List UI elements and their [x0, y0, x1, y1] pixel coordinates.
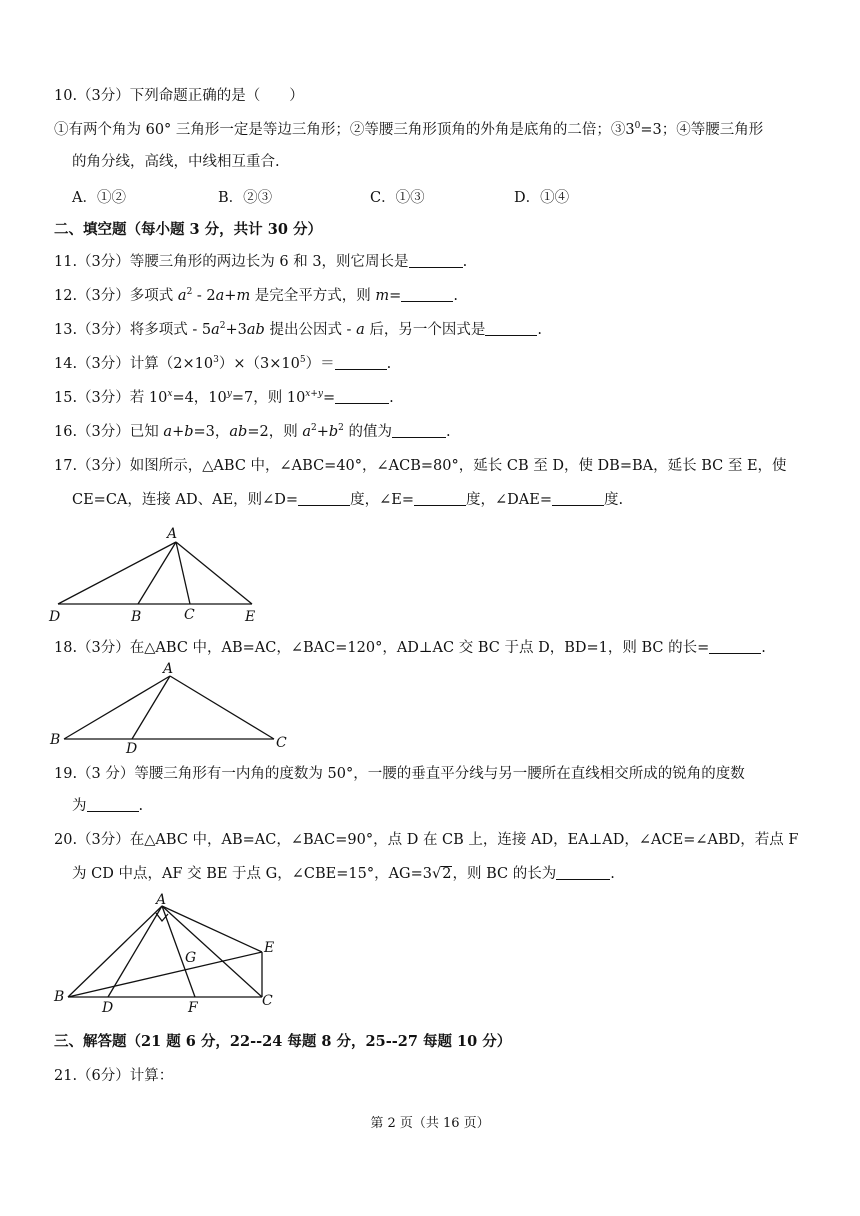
segment-AC — [170, 676, 274, 739]
label-B: B — [54, 989, 65, 1005]
label-E: E — [264, 940, 275, 956]
answer-blank — [552, 490, 604, 506]
q10-option-a: A．①② — [72, 190, 126, 206]
q10-stem: 10.（3分）下列命题正确的是（ ） — [54, 88, 304, 104]
label-A: A — [163, 661, 174, 677]
figure-q18-triangle — [40, 660, 300, 755]
label-D: D — [126, 741, 138, 757]
q17-line2: CE=CA，连接 AD、AE，则∠D= 度，∠E= 度，∠DAE= 度. — [72, 492, 624, 508]
q11: 11.（3分）等腰三角形的两边长为 6 和 3，则它周长是 . — [54, 254, 468, 270]
segment-AD — [132, 676, 170, 739]
q10-option-c: C．①③ — [370, 190, 425, 206]
q10-option-d: D．①④ — [514, 190, 570, 206]
label-B: B — [131, 609, 142, 625]
label-B: B — [50, 732, 61, 748]
segment-AB — [68, 906, 162, 997]
answer-blank — [392, 422, 446, 438]
answer-blank — [335, 388, 389, 404]
answer-blank — [409, 252, 463, 268]
q13: 13.（3分）将多项式 - $5a^2+3ab$ 提出公因式 - a 后，另一个因式是 . — [54, 321, 542, 338]
q19-line1: 19.（3 分）等腰三角形有一内角的度数为 50°，一腰的垂直平分线与另一腰所在直线相交所成的锐角的度数 — [54, 766, 745, 782]
label-C: C — [262, 993, 273, 1009]
q14: 14.（3分）计算$(2\times 10^3)\times(3\times 10^5)=$ . — [54, 355, 392, 372]
q16: 16.（3分）已知 a+b=3，ab=2，则 $a^2+b^2$ 的值为 . — [54, 423, 451, 440]
label-F: F — [188, 1000, 198, 1016]
q10-statements-cont: 的角分线，高线，中线相互重合. — [72, 154, 280, 170]
label-G: G — [185, 950, 197, 966]
q10-statements: ①有两个角为 60° 三角形一定是等边三角形；②等腰三角形顶角的外角是底角的二倍；$③3^0=3$；④等腰三角形 — [54, 121, 764, 138]
answer-blank — [87, 796, 139, 812]
label-C: C — [184, 607, 195, 623]
q21: 21.（6分）计算： — [54, 1068, 174, 1084]
q15: 15.（3分）若 $10^x=4$，$10^y=7$，则 $10^{x+y}=$ . — [54, 389, 394, 406]
segment-AD — [58, 542, 176, 604]
label-C: C — [276, 735, 287, 751]
q17-line1: 17.（3分）如图所示，△ABC 中，∠ABC=40°，∠ACB=80°，延长 CB 至 D，使 DB=BA，延长 BC 至 E，使 — [54, 458, 787, 474]
label-D: D — [49, 609, 61, 625]
label-A: A — [156, 892, 167, 908]
q10-option-b: B．②③ — [218, 190, 273, 206]
segment-AE — [162, 906, 262, 952]
segment-BE — [68, 952, 262, 997]
q20-line2: 为 CD 中点，AF 交 BE 于点 G，∠CBE=15°，AG=3√2，则 BC 的长为 . — [72, 866, 615, 882]
label-A: A — [167, 526, 178, 542]
answer-blank — [709, 638, 761, 654]
section-3-heading: 三、解答题（21 题 6 分，22--24 每题 8 分，25--27 每题 10 分） — [54, 1033, 512, 1050]
figure-q20-triangle — [40, 886, 300, 1016]
segment-AD — [108, 906, 162, 997]
q19-line2: 为 . — [72, 798, 144, 814]
page-footer: 第 2 页（共 16 页） — [370, 1116, 490, 1131]
answer-blank — [401, 286, 453, 302]
q18: 18.（3分）在△ABC 中，AB=AC，∠BAC=120°，AD⊥AC 交 BC 于点 D，BD=1，则 BC 的长= . — [54, 640, 766, 656]
answer-blank — [298, 490, 350, 506]
figure-q17-triangle — [40, 520, 280, 630]
answer-blank — [485, 320, 537, 336]
answer-blank — [335, 354, 387, 370]
q20-line1: 20.（3分）在△ABC 中，AB=AC，∠BAC=90°，点 D 在 CB 上，连接 AD，EA⊥AD，∠ACE=∠ABD，若点 F — [54, 832, 799, 848]
answer-blank — [414, 490, 466, 506]
section-2-heading: 二、填空题（每小题 3 分，共计 30 分） — [54, 221, 322, 238]
segment-AC — [162, 906, 262, 997]
label-D: D — [102, 1000, 114, 1016]
q12: 12.（3分）多项式 $a^2 - 2a+m$ 是完全平方式，则 m= . — [54, 287, 458, 304]
answer-blank — [556, 864, 610, 880]
segment-AB — [64, 676, 170, 739]
label-E: E — [245, 609, 256, 625]
